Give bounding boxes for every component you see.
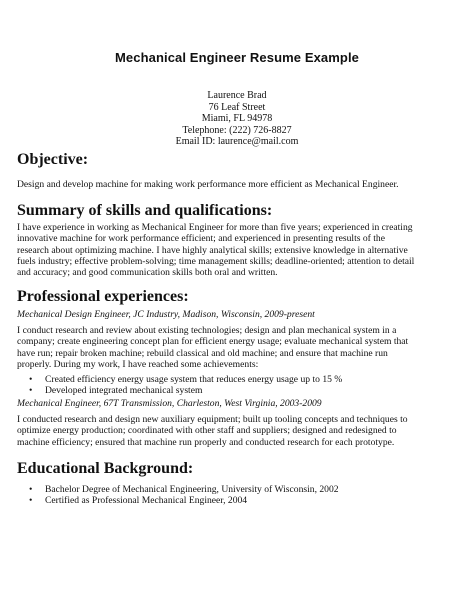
summary-heading: Summary of skills and qualifications: [17,202,273,219]
contact-email: Email ID: laurence@mail.com [175,136,299,148]
contact-name: Laurence Brad [207,90,267,101]
contact-street: 76 Leaf Street [208,101,266,113]
job-description-1: I conduct research and review about existing technologies; design and plan mechanical system in a company; create engineering concept plan for efficient energy usage; evaluate mechanical system that have run; repair broken machine; rebuild classical and old machine; and ensure that machine run properly. During my work, I have reached some achievements: [17,325,409,370]
education-list [17,484,437,507]
job-description-2: I conducted research and design new auxiliary equipment; built up tooling concepts and techniques to optimize energy production; coordinated with other staff and suppliers; designed and redesigned to machine efficiency; ensured that machine run properly and conducted research for each prototype. [17,414,408,448]
objective-text: Design and develop machine for making work performance more efficient as Mechanical Engineer. [17,179,399,190]
objective-heading: Objective: [17,151,89,168]
list-item: • Certified as Professional Mechanical Engineer, 2004 [29,495,248,507]
job-achievements-list [17,374,437,397]
job-title-2: Mechanical Engineer, 67T Transmission, Charleston, West Virginia, 2003-2009 [17,398,322,409]
experience-heading: Professional experiences: [17,288,189,305]
job-title-1: Mechanical Design Engineer, JC Industry, Madison, Wisconsin, 2009-present [17,309,315,320]
education-heading: Educational Background: [17,460,194,477]
document-title: Mechanical Engineer Resume Example [115,50,359,65]
contact-phone: Telephone: (222) 726-8827 [182,124,292,136]
bullet-icon: • [29,374,33,385]
list-item: • Bachelor Degree of Mechanical Engineering, University of Wisconsin, 2002 [29,484,339,495]
bullet-icon: • [29,484,33,495]
bullet-icon: • [29,495,33,507]
contact-city: Miami, FL 94978 [201,113,273,125]
contact-block [0,90,474,148]
list-item: • Created efficiency energy usage system that reduces energy usage up to 15 % [29,374,343,385]
bullet-icon: • [29,385,33,397]
summary-text: I have experience in working as Mechanical Engineer for more than five years; experienced in creating innovative machine for work performance efficient; and experienced in presenting results of the research about optimizing machine. I have highly analytical skills; extensive knowledge in alternative fuels industry; effective problem-solving; time management skills; deadline-oriented; attention to detail and accuracy; and good communication skills both oral and written. [17,222,415,279]
list-item: • Developed integrated mechanical system [29,385,203,397]
